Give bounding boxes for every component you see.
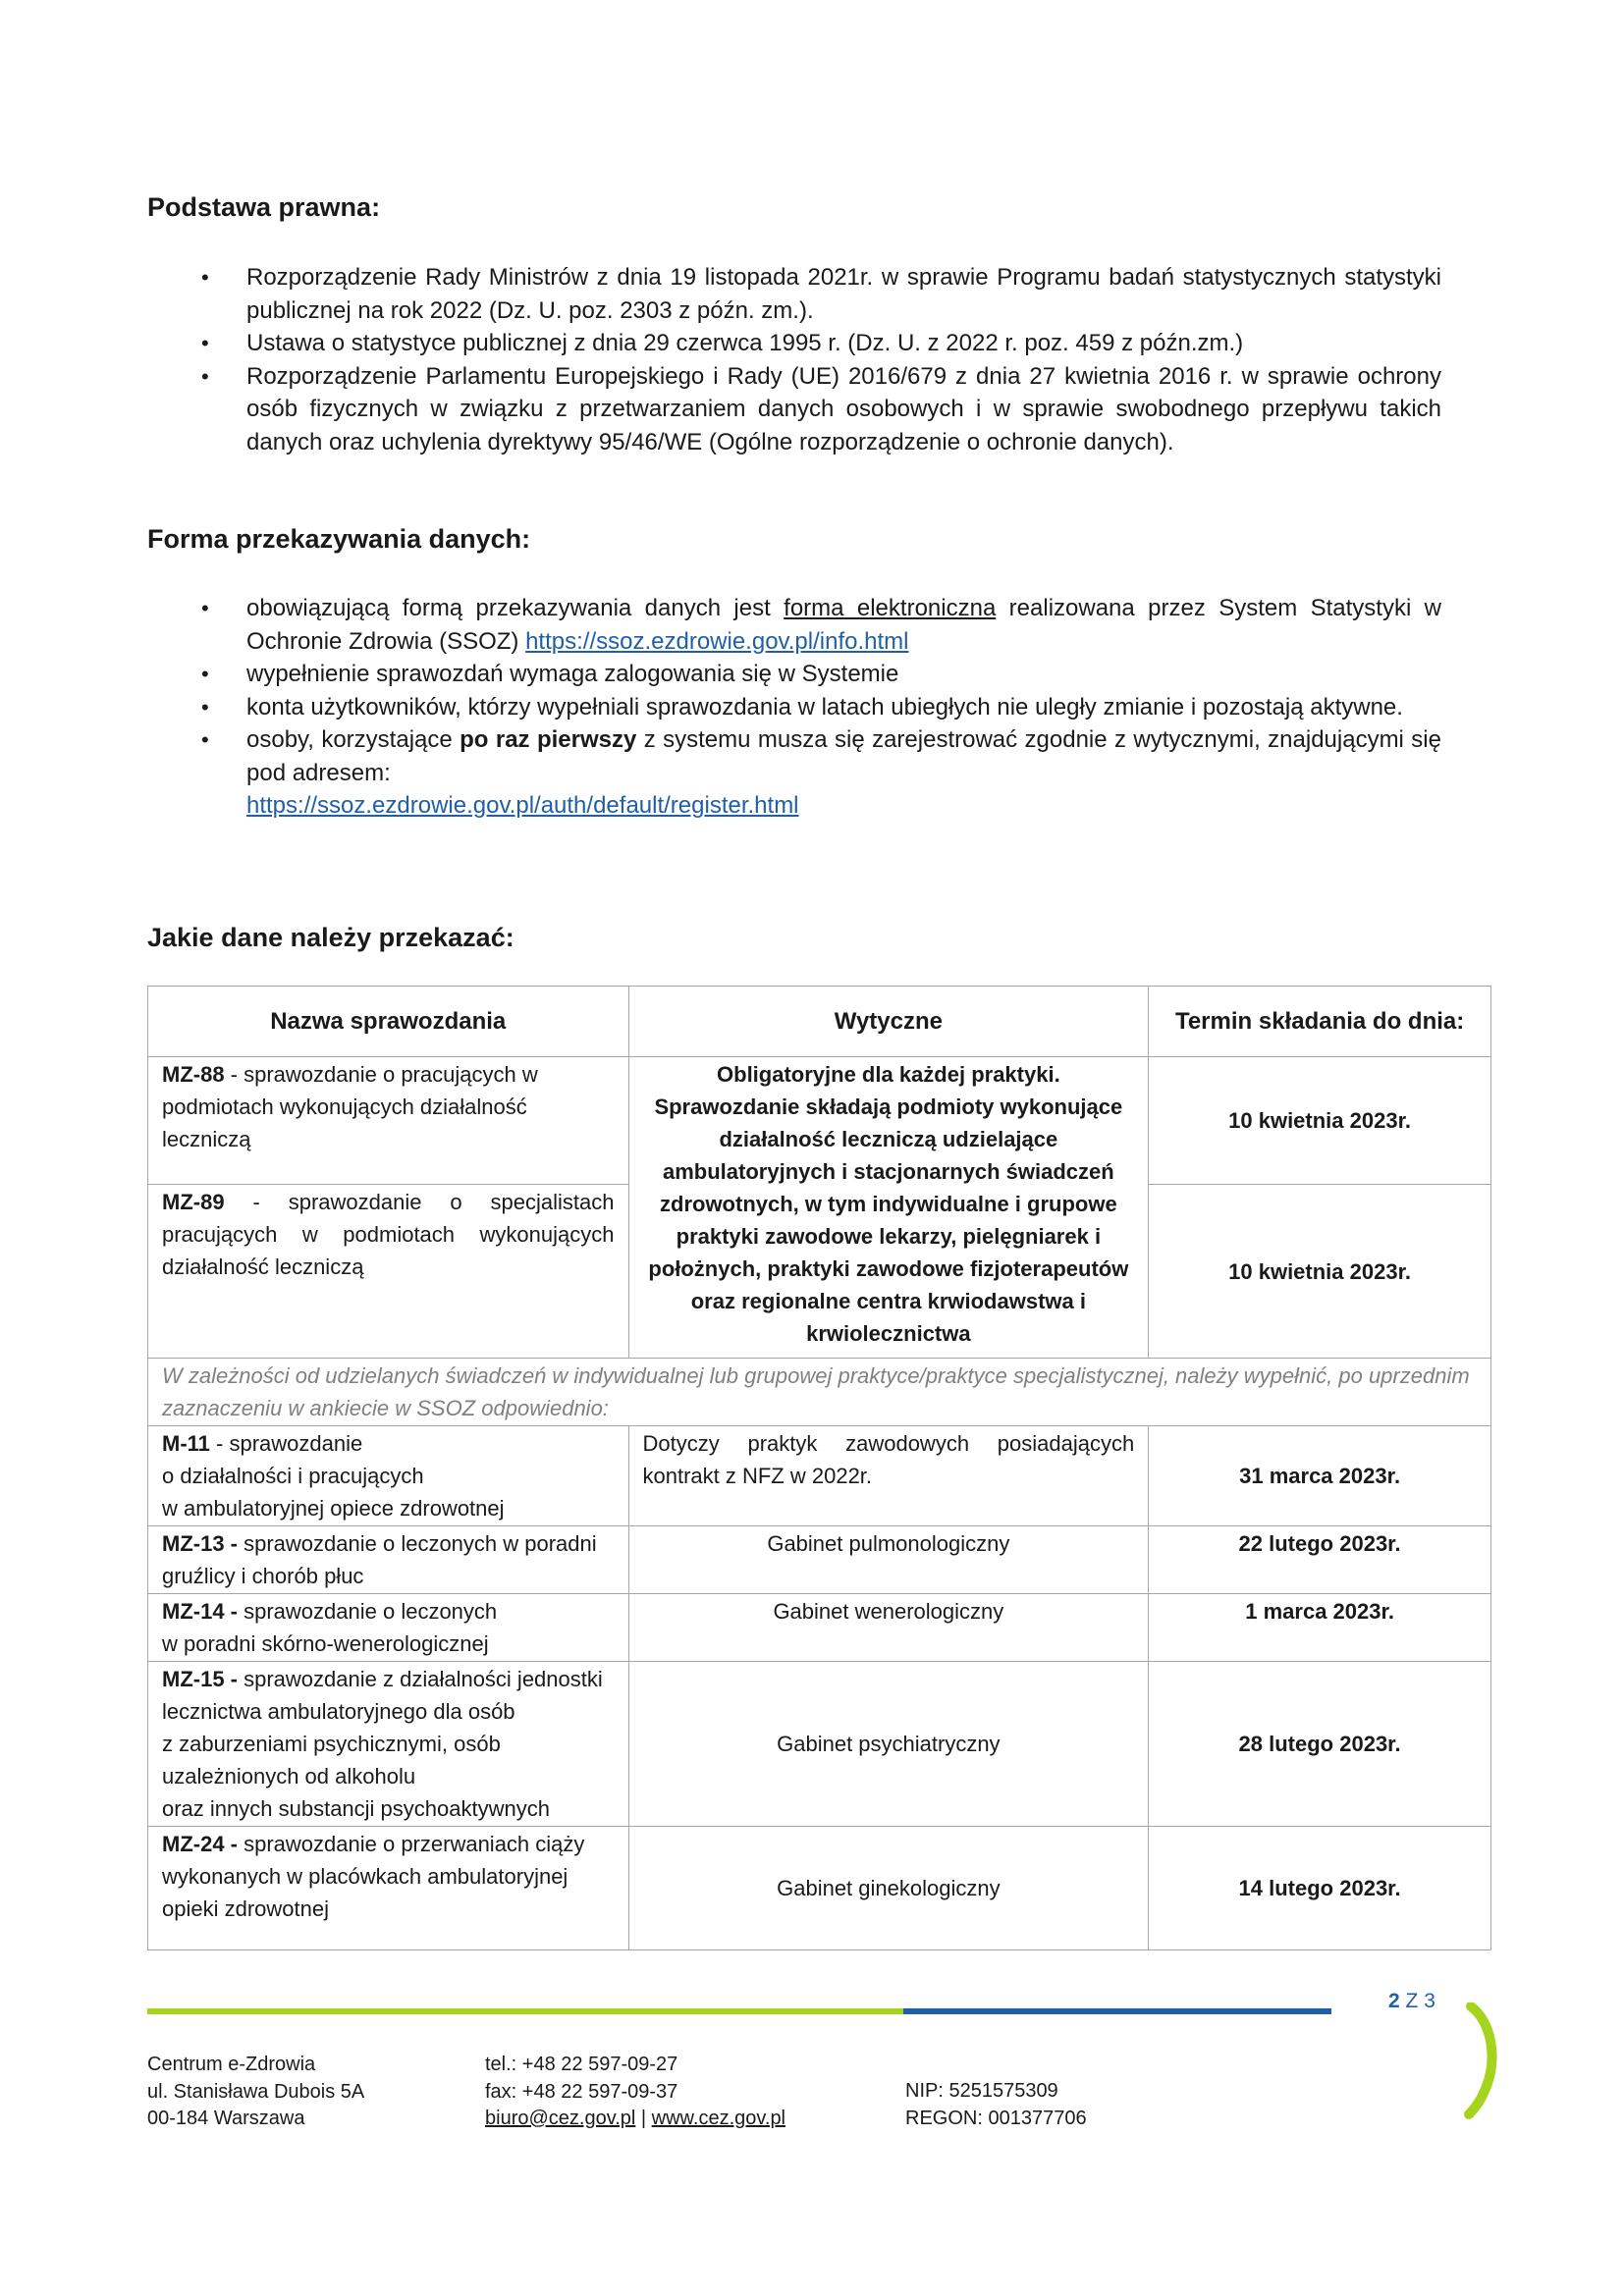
page-number: 2 Z 3 [1388, 1990, 1435, 2012]
org-name: Centrum e-Zdrowia [147, 2054, 316, 2075]
footer-arc-icon [1463, 2002, 1502, 2120]
report-name-cell: M-11 - sprawozdanie o działalności i pracujących w ambulatoryjnej opiece zdrowotnej [148, 1426, 629, 1526]
deadline-cell: 10 kwietnia 2023r. [1149, 1057, 1491, 1185]
guidelines-cell: Gabinet pulmonologiczny [628, 1526, 1149, 1594]
website-link[interactable]: www.cez.gov.pl [651, 2108, 786, 2129]
table-row [148, 1827, 1491, 1950]
legal-basis-list [147, 261, 1441, 458]
deadline-cell: 10 kwietnia 2023r. [1149, 1185, 1491, 1359]
footer-registry [905, 2078, 1087, 2132]
heading-data-transfer-form: Forma przekazywania danych: [147, 524, 531, 554]
report-name-cell: MZ-89 - sprawozdanie o specjalistach pracujących w podmiotach wykonujących działalność leczniczą [148, 1185, 629, 1359]
guidelines-cell: Gabinet psychiatryczny [628, 1662, 1149, 1827]
mz-guidelines-cell: Obligatoryjne dla każdej praktyki. Sprawozdanie składają podmioty wykonujące działalność leczniczą udzielające ambulatoryjnych i stacjonarnych świadczeń zdrowotnych, w tym indywidualne i grupowe praktyki zawodowe lekarzy, pielęgniarek i położnych, praktyki zawodowe fizjoterapeutów oraz regionalne centra krwiodawstwa i krwiolecznictwa [628, 1057, 1149, 1359]
nip: NIP: 5251575309 [905, 2080, 1058, 2102]
guidelines-cell: Gabinet ginekologiczny [628, 1827, 1149, 1950]
guidelines-cell: Dotyczy praktyk zawodowych posiadających kontrakt z NFZ w 2022r. [628, 1426, 1149, 1526]
footer-address [147, 2052, 364, 2133]
regon: REGON: 001377706 [905, 2107, 1087, 2129]
report-name-cell: MZ-13 - sprawozdanie o leczonych w poradni gruźlicy i chorób płuc [148, 1526, 629, 1594]
table-header-row [148, 987, 1491, 1057]
col-header-guidelines: Wytyczne [628, 987, 1149, 1057]
reports-table [147, 986, 1491, 1950]
heading-what-data: Jakie dane należy przekazać: [147, 923, 514, 952]
fax: fax: +48 22 597-09-37 [485, 2080, 678, 2103]
table-row [148, 1526, 1491, 1594]
list-item: • konta użytkowników, którzy wypełniali sprawozdania w latach ubiegłych nie uległy zmianie i pozostają aktywne. [147, 691, 1441, 724]
deadline-cell: 14 lutego 2023r. [1149, 1827, 1491, 1950]
table-row [148, 1057, 1491, 1185]
col-header-deadline: Termin składania do dnia: [1149, 987, 1491, 1057]
bullet-icon: • [201, 694, 209, 720]
list-item: • wypełnienie sprawozdań wymaga zalogowania się w Systemie [147, 658, 1441, 691]
email-link[interactable]: biuro@cez.gov.pl [485, 2108, 636, 2129]
deadline-cell: 22 lutego 2023r. [1149, 1526, 1491, 1594]
report-name-cell: MZ-88 - sprawozdanie o pracujących w podmiotach wykonujących działalność leczniczą [148, 1057, 629, 1185]
ssoz-register-link[interactable]: https://ssoz.ezdrowie.gov.pl/auth/default/register.html [246, 792, 799, 819]
list-item: • Rozporządzenie Rady Ministrów z dnia 19 listopada 2021r. w sprawie Programu badań statystycznych statystyki publicznej na rok 2022 (Dz. U. poz. 2303 z późn. zm.). [147, 261, 1441, 327]
ssoz-info-link[interactable]: https://ssoz.ezdrowie.gov.pl/info.html [525, 627, 909, 655]
bullet-icon: • [201, 727, 209, 752]
report-name-cell: MZ-15 - sprawozdanie z działalności jednostki lecznictwa ambulatoryjnego dla osób z zaburzeniami psychicznymi, osób uzależnionych od alkoholu oraz innych substancji psychoaktywnych [148, 1662, 629, 1827]
footer-contact: tel.: +48 22 597-09-27 fax: +48 22 597-09-37 biuro@cez.gov.pl | www.cez.gov.pl [485, 2054, 786, 2129]
table-row [148, 1426, 1491, 1526]
deadline-cell: 28 lutego 2023r. [1149, 1662, 1491, 1827]
phone: tel.: +48 22 597-09-27 [485, 2054, 678, 2075]
bullet-icon: • [201, 363, 209, 389]
bullet-icon: • [201, 662, 209, 686]
guidelines-cell: Gabinet wenerologiczny [628, 1594, 1149, 1662]
col-header-report-name: Nazwa sprawozdania [148, 987, 629, 1057]
report-name-cell: MZ-24 - sprawozdanie o przerwaniach ciąży wykonanych w placówkach ambulatoryjnej opieki zdrowotnej [148, 1827, 629, 1950]
bullet-icon: • [201, 596, 209, 620]
street-address: ul. Stanisława Dubois 5A [147, 2080, 365, 2103]
table-row [148, 1662, 1491, 1827]
bullet-icon: • [201, 331, 209, 355]
list-item: • Ustawa o statystyce publicznej z dnia 29 czerwca 1995 r. (Dz. U. z 2022 r. poz. 459 z późn.zm.) [147, 327, 1441, 360]
transfer-form-list [147, 592, 1441, 823]
table-row [148, 1594, 1491, 1662]
list-item: • Rozporządzenie Parlamentu Europejskiego i Rady (UE) 2016/679 z dnia 27 kwietnia 2016 r. w sprawie ochrony osób fizycznych w związku z przetwarzaniem danych osobowych i w sprawie swobodnego przepływu takich danych oraz uchylenia dyrektywy 95/46/WE (Ogólne rozporządzenie o ochronie danych). [147, 360, 1441, 459]
footer-accent-line-blue [903, 2008, 1331, 2014]
note-cell: W zależności od udzielanych świadczeń w indywidualnej lub grupowej praktyce/praktyce specjalistycznej, należy wypełnić, po uprzednim zaznaczeniu w ankiecie w SSOZ odpowiednio: [148, 1359, 1491, 1426]
deadline-cell: 1 marca 2023r. [1149, 1594, 1491, 1662]
footer-accent-line-green [147, 2008, 903, 2014]
report-name-cell: MZ-14 - sprawozdanie o leczonych w poradni skórno-wenerologicznej [148, 1594, 629, 1662]
bullet-icon: • [201, 265, 209, 290]
deadline-cell: 31 marca 2023r. [1149, 1426, 1491, 1526]
list-item: • obowiązującą formą przekazywania danych jest forma elektroniczna realizowana przez System Statystyki w Ochronie Zdrowia (SSOZ) https://ssoz.ezdrowie.gov.pl/info.html [147, 592, 1441, 658]
list-item: • osoby, korzystające po raz pierwszy z systemu musza się zarejestrować zgodnie z wytycznymi, znajdującymi się pod adresem: https://ssoz.ezdrowie.gov.pl/auth/default/register.html [147, 723, 1441, 823]
city-address: 00-184 Warszawa [147, 2108, 305, 2129]
table-note-row [148, 1359, 1491, 1426]
heading-legal-basis: Podstawa prawna: [147, 192, 381, 222]
